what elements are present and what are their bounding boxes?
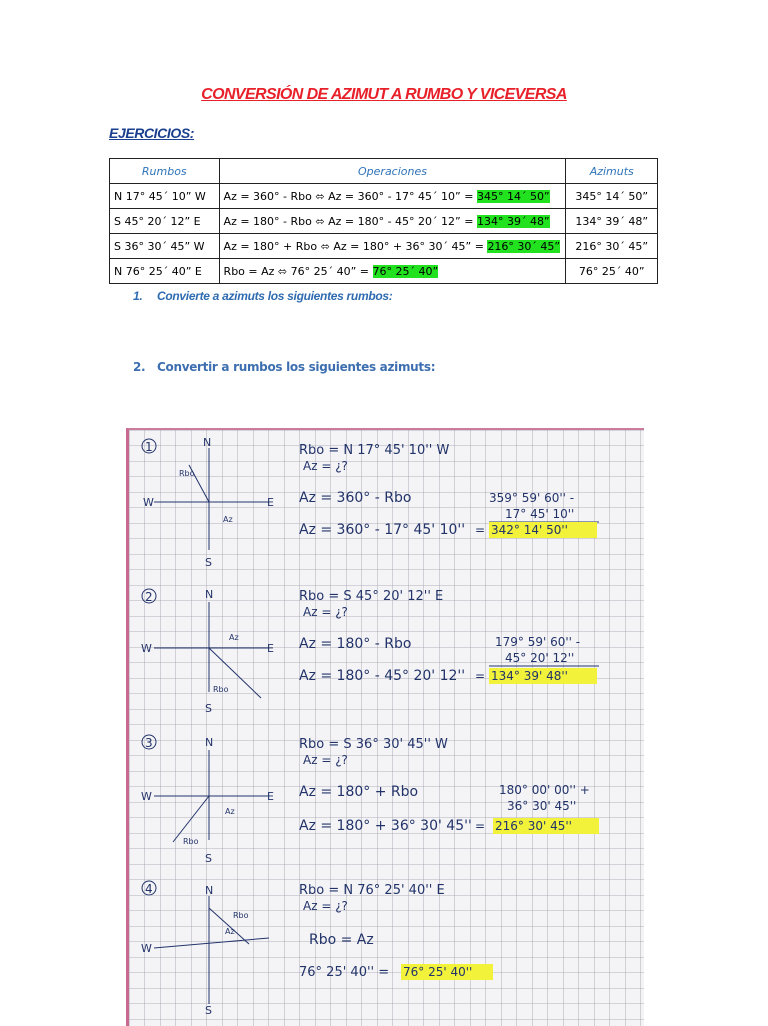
equals-sign: =: [475, 523, 486, 537]
az-label: Az: [225, 807, 235, 816]
south-label: S: [205, 702, 212, 715]
substitution: Az = 360° - 17° 45' 10'': [299, 522, 466, 538]
table-header-row: [110, 159, 658, 184]
calc-line-2: 36° 30' 45'': [507, 799, 577, 813]
cell-rumbo: S 45° 20´ 12” E: [110, 209, 220, 234]
table-row: [110, 184, 658, 209]
az-label: Az: [225, 927, 235, 936]
west-label: W: [141, 642, 152, 655]
cell-operation: [219, 234, 566, 259]
rbo-label: Rbo: [179, 469, 195, 478]
calc-line-1: 359° 59' 60'' -: [489, 491, 575, 505]
az-label: Az: [223, 515, 233, 524]
cell-rumbo: S 36° 30´ 45” W: [110, 234, 220, 259]
list-number: 1.: [133, 289, 143, 303]
north-label: N: [205, 884, 214, 897]
az-label: Az: [229, 633, 239, 642]
unknown-azimut: Az = ¿?: [303, 899, 348, 913]
substitution: 76° 25' 40'' =: [299, 965, 390, 980]
given-rumbo: Rbo = S 36° 30' 45'' W: [299, 737, 448, 752]
column-header-operaciones: Operaciones: [219, 159, 566, 184]
operation-text: Az = 180° - Rbo ⬄ Az = 180° - 45° 20´ 12” =: [223, 214, 477, 228]
notebook-page: [129, 430, 644, 1026]
south-label: S: [205, 1004, 212, 1017]
list-number: 2.: [133, 360, 146, 374]
east-label: E: [267, 790, 274, 803]
cell-operation: [219, 184, 566, 209]
north-label: N: [203, 436, 212, 449]
rbo-label: Rbo: [213, 685, 229, 694]
cell-azimut: 345° 14´ 50”: [566, 184, 658, 209]
north-label: N: [205, 588, 214, 601]
formula: Az = 180° - Rbo: [299, 636, 412, 652]
calc-line-2: 45° 20' 12'': [505, 651, 575, 665]
equals-sign: =: [475, 669, 486, 683]
operation-text: Rbo = Az ⬄ 76° 25´ 40” =: [223, 264, 373, 278]
table-row: [110, 209, 658, 234]
page-title: CONVERSIÓN DE AZIMUT A RUMBO Y VICEVERSA: [201, 86, 567, 103]
west-label: W: [141, 942, 152, 955]
substitution: Az = 180° - 45° 20' 12'': [299, 668, 466, 684]
result: 342° 14' 50'': [491, 523, 568, 537]
exercise-number: 3: [145, 736, 153, 750]
highlighted-result: 134° 39´ 48”: [476, 214, 550, 228]
exercise-number: 2: [145, 590, 153, 604]
formula: Rbo = Az: [309, 932, 374, 948]
given-rumbo: Rbo = N 17° 45' 10'' W: [299, 443, 450, 458]
column-header-rumbos: Rumbos: [110, 159, 220, 184]
unknown-azimut: Az = ¿?: [303, 605, 348, 619]
rbo-label: Rbo: [183, 837, 199, 846]
cell-azimut: 134° 39´ 48”: [566, 209, 658, 234]
calc-line-1: 179° 59' 60'' -: [495, 635, 581, 649]
highlighted-result: 345° 14´ 50”: [476, 189, 550, 203]
operation-text: Az = 180° + Rbo ⬄ Az = 180° + 36° 30´ 45” =: [223, 239, 488, 253]
substitution: Az = 180° + 36° 30' 45'': [299, 818, 472, 834]
given-rumbo: Rbo = N 76° 25' 40'' E: [299, 883, 445, 898]
equals-sign: =: [475, 819, 486, 833]
unknown-azimut: Az = ¿?: [303, 753, 348, 767]
cell-operation: [219, 259, 566, 284]
list-item: [133, 289, 392, 303]
exercise-number: 1: [145, 440, 153, 454]
south-label: S: [205, 556, 212, 569]
south-label: S: [205, 852, 212, 865]
list-item: [133, 360, 435, 374]
formula: Az = 360° - Rbo: [299, 490, 412, 506]
table-row: [110, 259, 658, 284]
cell-azimut: 216° 30´ 45”: [566, 234, 658, 259]
calc-line-1: 180° 00' 00'' +: [499, 783, 590, 797]
highlighted-result: 216° 30´ 45”: [487, 239, 561, 253]
exercises-table: [109, 158, 658, 284]
rbo-label: Rbo: [233, 911, 249, 920]
cell-operation: [219, 209, 566, 234]
cell-rumbo: N 76° 25´ 40” E: [110, 259, 220, 284]
calc-line-2: 17° 45' 10'': [505, 507, 575, 521]
result: 216° 30' 45'': [495, 819, 572, 833]
result: 134° 39' 48'': [491, 669, 568, 683]
formula: Az = 180° + Rbo: [299, 784, 419, 800]
section-heading: EJERCICIOS:: [109, 125, 195, 141]
highlighted-result: 76° 25´ 40”: [372, 264, 439, 278]
east-label: E: [267, 642, 274, 655]
column-header-azimuts: Azimuts: [566, 159, 658, 184]
list-text: Convierte a azimuts los siguientes rumbos:: [157, 289, 393, 303]
list-text: Convertir a rumbos los siguientes azimuts:: [157, 360, 436, 374]
exercise-number: 4: [145, 882, 153, 896]
west-label: W: [143, 496, 154, 509]
west-label: W: [141, 790, 152, 803]
operation-text: Az = 360° - Rbo ⬄ Az = 360° - 17° 45´ 10” =: [223, 189, 477, 203]
north-label: N: [205, 736, 214, 749]
table-row: [110, 234, 658, 259]
given-rumbo: Rbo = S 45° 20' 12'' E: [299, 589, 444, 604]
cell-azimut: 76° 25´ 40”: [566, 259, 658, 284]
east-label: E: [267, 496, 274, 509]
handwritten-notes-photo: [126, 428, 644, 1026]
cell-rumbo: N 17° 45´ 10” W: [110, 184, 220, 209]
unknown-azimut: Az = ¿?: [303, 459, 348, 473]
result: 76° 25' 40'': [403, 965, 473, 979]
